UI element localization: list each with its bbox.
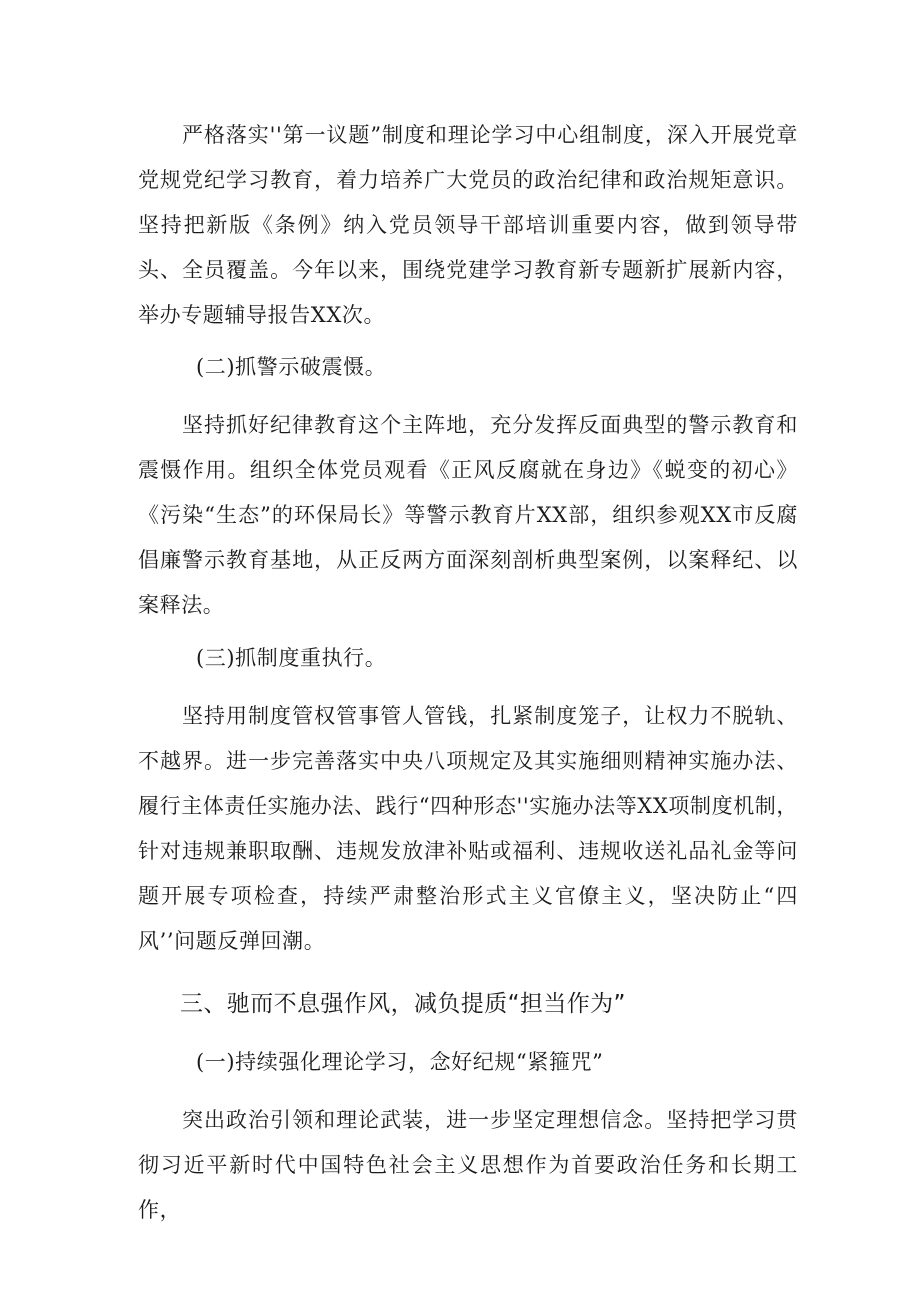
paragraph-system-execution: 坚持用制度管权管事管人管钱，扎紧制度笼子，让权力不脱轨、不越界。进一步完善落实中央八项规定及其实施细则精神实施办法、履行主体责任实施办法、践行“四种形态''实施办法等XX项制度机制，针对违规兼职取酬、违规发放津补贴或福利、违规收送礼品礼金等问题开展专项检查，持续严肃整治形式主义官僚主义，坚决防止“四风’’问题反弹回潮。	[138, 704, 798, 953]
subheading-warning: (二)抓警示破震慑。	[196, 355, 387, 379]
subheading-system: (三)抓制度重执行。	[196, 646, 387, 670]
paragraph-first-agenda: 严格落实''第一议题”制度和理论学习中心组制度，深入开展党章党规党纪学习教育，着力培养广大党员的政治纪律和政治规矩意识。坚持把新版《条例》纳入党员领导干部培训重要内容，做到领导带头、全员覆盖。今年以来，围绕党建学习教育新专题新扩展新内容，举办专题辅导报告XX次。	[138, 123, 798, 327]
paragraph-warning-education: 坚持抓好纪律教育这个主阵地，充分发挥反面典型的警示教育和震慑作用。组织全体党员观看《正风反腐就在身边》《蜕变的初心》《污染“生态”的环保局长》等警示教育片XX部，组织参观XX市反腐倡廉警示教育基地，从正反两方面深刻剖析典型案例，以案释纪、以案释法。	[138, 413, 798, 617]
subheading-theory-study: (一)持续强化理论学习，念好纪规“紧箍咒”	[196, 1050, 604, 1074]
paragraph-political-guidance: 突出政治引领和理论武装，进一步坚定理想信念。坚持把学习贯彻习近平新时代中国特色社会主义思想作为首要政治任务和长期工作，	[138, 1108, 798, 1222]
section-heading-three: 三、驰而不息强作风，减负提质“担当作为”	[180, 991, 626, 1017]
